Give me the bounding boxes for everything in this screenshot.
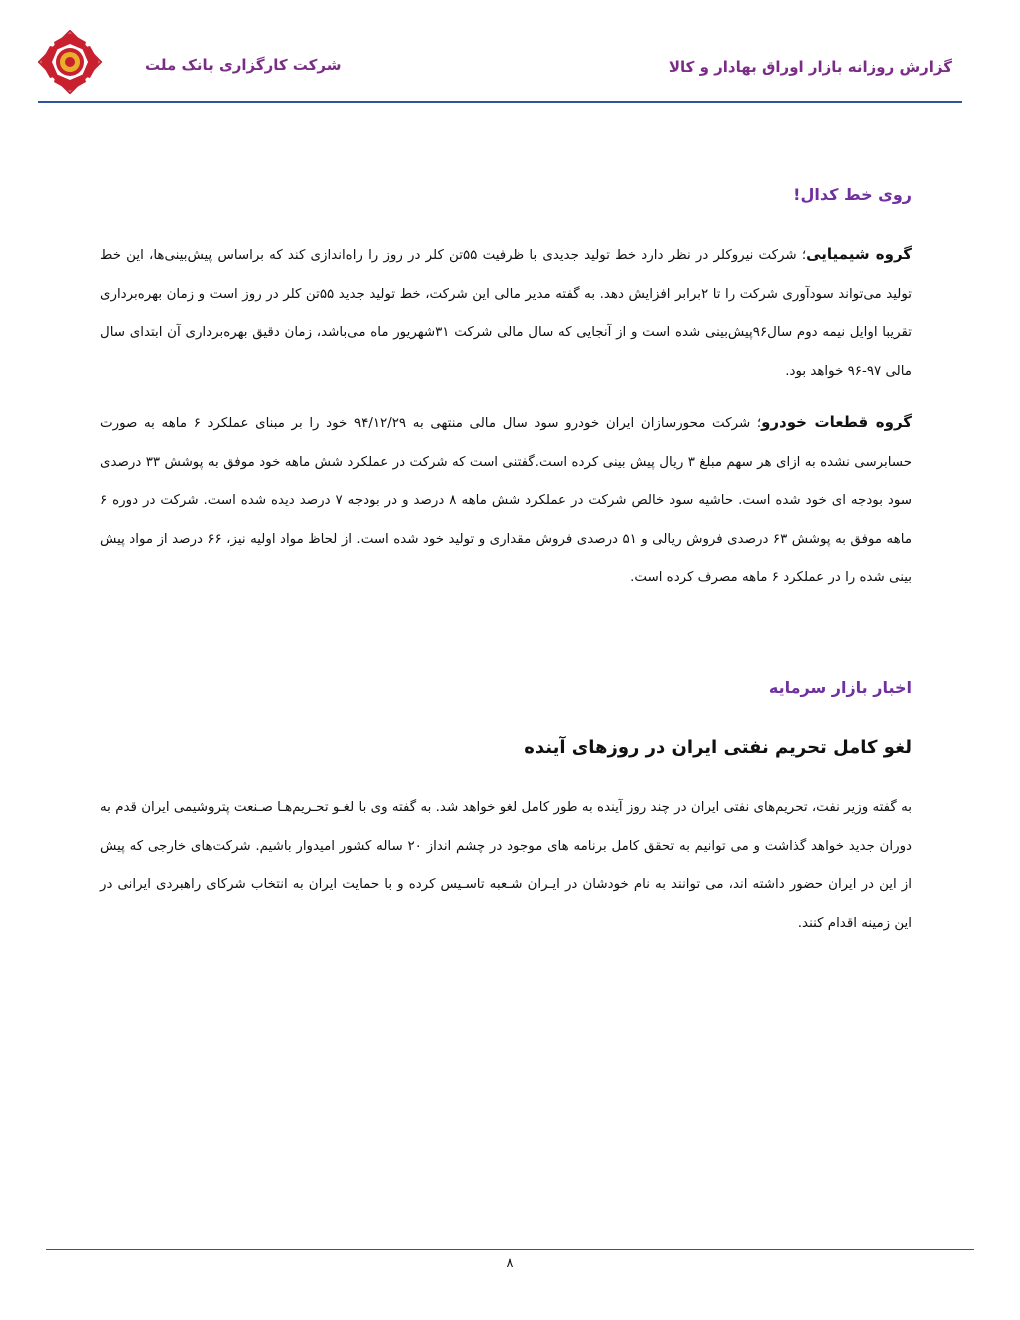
section-heading-codal: روی خط کدال! [793, 185, 912, 204]
report-title: گزارش روزانه بازار اوراق بهادار و کالا [668, 58, 952, 76]
paragraph-body: ؛ شرکت نیروکلر در نظر دارد خط تولید جدیدی با ظرفیت ۵۵تن کلر در روز را راه‌اندازی کند که براساس پیش‌بینی‌ها، این خط تولید می‌تواند سودآوری شرکت را تا ۲برابر افزایش دهد. به گفته مدیر مالی این شرکت، خط تولید جدید ۵۵تن کلر در روز است و زمان بهره‌برداری تقریبا اوایل نیمه دوم سال۹۶پیش‌بینی شده است و از آنجایی که سال مالی شرکت ۳۱شهریور ماه می‌باشد، زمان دقیق بهره‌برداری آن ابتدای سال مالی ۹۷-۹۶ خواهد بود. [100, 248, 912, 379]
paragraph-lead: گروه قطعات خودرو [761, 413, 913, 431]
company-name: شرکت کارگزاری بانک ملت [145, 56, 342, 74]
paragraph-auto-parts-group [100, 403, 912, 598]
section-heading-capital-market-news: اخبار بازار سرمایه [768, 678, 912, 697]
paragraph-body: ؛ شرکت محورسازان ایران خودرو سود سال مالی منتهی به ۹۴/۱۲/۲۹ خود را بر مبنای عملکرد ۶ ماهه به صورت حسابرسی نشده به ازای هر سهم مبلغ ۳ ریال پیش بینی کرده است.گفتنی است که شرکت در عملکرد شش ماهه خود موفق به پوشش ۳۳ درصدی سود بودجه ای خود شده است. حاشیه سود خالص شرکت در عملکرد شش ماهه ۸ درصد و در بودجه ۷ درصد دیده شده است. شرکت در دوره ۶ ماهه موفق به پوشش ۶۳ درصدی فروش ریالی و ۵۱ درصدی فروش مقداری و تولید خود شده است. از لحاظ مواد اولیه نیز، ۶۶ درصد از مواد پیش بینی شده را در عملکرد ۶ ماهه مصرف کرده است. [100, 416, 912, 585]
paragraph-chemical-group [100, 235, 912, 391]
news-body: به گفته وزیر نفت، تحریم‌های نفتی ایران در چند روز آینده به طور کامل لغو خواهد شد. به گفته وی با لغـو تحـریم‌هـا صـنعت پتروشیمی ایران قدم به دوران جدید خواهد گذاشت و می توانیم به تحقق کامل برنامه های موجود در چشم انداز ۲۰ ساله کشور امیدوار باشیم. شرکت‌های خارجی که پیش از این در ایران حضور داشته اند، می توانند به نام خودشان در ایـران شـعبه تاسـیس کرده و با حمایت ایران به انتخاب شرکای راهبردی ایرانی در این زمینه اقدام کنند. [100, 800, 912, 931]
paragraph-lead: گروه شیمیایی [806, 245, 912, 263]
footer-divider [46, 1249, 974, 1250]
page-number: ۸ [506, 1256, 514, 1271]
header-divider [38, 101, 962, 103]
news-title: لغو کامل تحریم نفتی ایران در روزهای آینده [524, 737, 912, 758]
bank-mellat-logo-icon [38, 30, 102, 94]
page-header [0, 0, 1020, 110]
